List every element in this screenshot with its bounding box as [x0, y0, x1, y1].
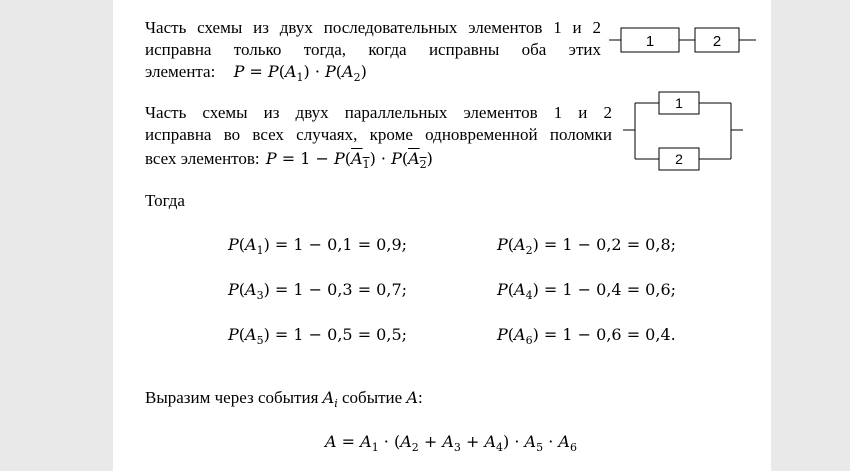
final-formula: $A = A_1 \cdot (A_2 + A_3 + A_4) \cdot A_5 \cdot A_6$	[325, 432, 577, 454]
series-formula: $P = P(A_1) \cdot P(A_2)$	[233, 62, 367, 84]
then-label: Тогда	[145, 191, 185, 210]
parallel-text-line-1: Часть схемы из двух параллельных элементов 1 и 2	[145, 103, 612, 122]
probability-a2: $P(A_2) = 1 - 0,2 = 0,8$;	[497, 235, 677, 257]
probability-a5: $P(A_5) = 1 - 0,5 = 0,5$;	[228, 325, 408, 347]
express-line: Выразим через события $A_i$ событие A:	[145, 388, 423, 410]
parallel-formula: $P = 1 - P(A_1) \cdot P(A_2)$	[265, 149, 433, 171]
series-element-2-label: 2	[712, 33, 722, 50]
probability-a6: $P(A_6) = 1 - 0,6 = 0,4$.	[497, 325, 676, 347]
parallel-text-line-2: исправна во всех случаях, кроме одновременной поломки	[145, 125, 612, 144]
series-text-line-3	[145, 61, 367, 82]
series-diagram	[609, 20, 759, 60]
parallel-element-2-label: 2	[675, 151, 683, 167]
series-text-line-2: исправна только тогда, когда исправны оба этих	[145, 40, 601, 59]
parallel-element-1-label: 1	[675, 95, 683, 111]
parallel-text-prefix: всех элементов:	[145, 149, 260, 168]
series-element-1-label: 1	[645, 33, 655, 50]
probability-a1: $P(A_1) = 1 - 0,1 = 0,9$;	[228, 235, 408, 257]
series-text-prefix: элемента:	[145, 62, 216, 81]
probability-a3: $P(A_3) = 1 - 0,3 = 0,7$;	[228, 280, 408, 302]
parallel-text-line-3	[145, 148, 433, 169]
series-text-line-1: Часть схемы из двух последовательных элементов 1 и 2	[145, 18, 601, 37]
probability-a4: $P(A_4) = 1 - 0,4 = 0,6$;	[497, 280, 677, 302]
parallel-diagram	[623, 86, 763, 176]
document-page	[113, 0, 771, 471]
